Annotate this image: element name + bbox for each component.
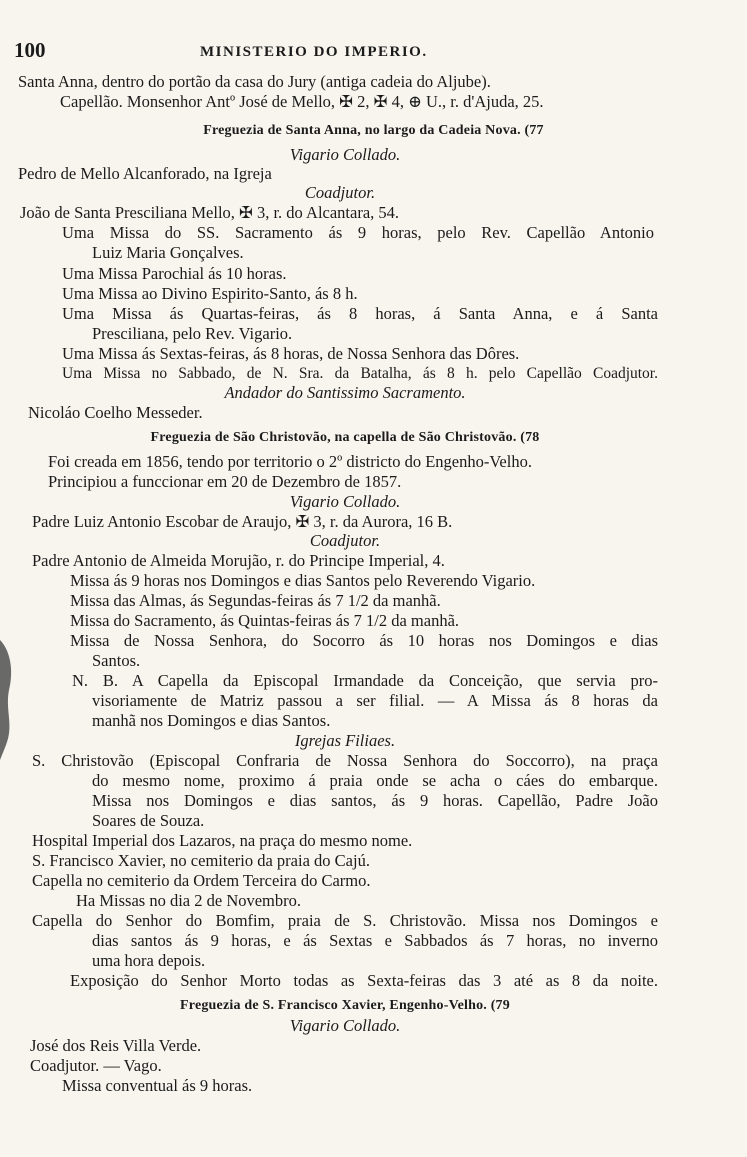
section-subheading: Vigario Collado. [289, 492, 401, 511]
text-line: José dos Reis Villa Verde. [30, 1036, 202, 1055]
text-line: Capella no cemiterio da Ordem Terceira do Carmo. [32, 871, 371, 890]
section-subheading: Igrejas Filiaes. [294, 731, 396, 750]
text-line: Missa conventual ás 9 horas. [62, 1076, 253, 1095]
text-line: dias santos ás 9 horas, e ás Sextas e Sabbados ás 7 horas, no inverno [92, 931, 658, 950]
page-edge-damage [0, 640, 18, 760]
text-line: Uma Missa do SS. Sacramento ás 9 horas, pelo Rev. Capellão Antonio [62, 223, 654, 242]
text-line: Padre Antonio de Almeida Morujão, r. do Principe Imperial, 4. [32, 551, 445, 570]
text-line: Missa nos Domingos e dias santos, ás 9 horas. Capellão, Padre João [92, 791, 658, 810]
text-line: Presciliana, pelo Rev. Vigario. [92, 324, 293, 343]
text-line: Uma Missa ás Quartas-feiras, ás 8 horas, á Santa Anna, e á Santa [62, 304, 658, 323]
note-line: manhã nos Domingos e dias Santos. [92, 711, 331, 730]
text-line: Foi creada em 1856, tendo por territorio o 2º districto do Engenho-Velho. [48, 452, 532, 471]
section-subheading: Vigario Collado. [289, 145, 401, 164]
section-subheading: Vigario Collado. [289, 1016, 401, 1035]
section-subheading: Coadjutor. [304, 183, 376, 202]
text-line: Hospital Imperial dos Lazaros, na praça do mesmo nome. [32, 831, 413, 850]
text-line: Soares de Souza. [92, 811, 205, 830]
text-line: Ha Missas no dia 2 de Novembro. [76, 891, 302, 910]
text-line: S. Francisco Xavier, no cemiterio da praia do Cajú. [32, 851, 370, 870]
text-line: Missa das Almas, ás Segundas-feiras ás 7 1/2 da manhã. [70, 591, 441, 610]
parish-heading: Freguezia de S. Francisco Xavier, Engenho-Velho. (79 [180, 998, 510, 1013]
text-line: Principiou a funccionar em 20 de Dezembro de 1857. [48, 472, 402, 491]
section-subheading: Coadjutor. [309, 531, 381, 550]
parish-heading: Freguezia de São Christovão, na capella de São Christovão. (78 [150, 430, 540, 445]
text-line: Missa de Nossa Senhora, do Socorro ás 10 horas nos Domingos e dias [70, 631, 658, 650]
text-line: do mesmo nome, proximo á praia onde se acha o cáes do embarque. [92, 771, 658, 790]
text-line: Uma Missa no Sabbado, de N. Sra. da Batalha, ás 8 h. pelo Capellão Coadjutor. [62, 365, 658, 382]
text-line: Nicoláo Coelho Messeder. [28, 403, 203, 422]
text-line: Capella do Senhor do Bomfim, praia de S. Christovão. Missa nos Domingos e [32, 911, 658, 930]
text-line: Uma Missa Parochial ás 10 horas. [62, 264, 287, 283]
text-line: S. Christovão (Episcopal Confraria de Nossa Senhora do Soccorro), na praça [32, 751, 658, 770]
page-number: 100 [14, 38, 46, 62]
text-line: João de Santa Presciliana Mello, ✠ 3, r. do Alcantara, 54. [20, 203, 400, 222]
text-line: Luiz Maria Gonçalves. [92, 243, 244, 262]
text-line: Coadjutor. — Vago. [30, 1056, 162, 1075]
text-line: Capellão. Monsenhor Antº José de Mello, ✠ 2, ✠ 4, ⊕ U., r. d'Ajuda, 25. [60, 92, 544, 111]
text-line: Uma Missa ao Divino Espirito-Santo, ás 8 h. [62, 284, 358, 303]
running-title: MINISTERIO DO IMPERIO. [200, 44, 428, 60]
text-line: Exposição do Senhor Morto todas as Sexta-feiras das 3 até as 8 da noite. [70, 971, 658, 990]
note-line: visoriamente de Matriz passou a ser filial. — A Missa ás 8 horas da [92, 691, 658, 710]
text-line: Missa ás 9 horas nos Domingos e dias Santos pelo Reverendo Vigario. [70, 571, 536, 590]
text-line: uma hora depois. [92, 951, 206, 970]
text-line: Santos. [92, 651, 141, 670]
section-subheading: Andador do Santissimo Sacramento. [224, 383, 466, 402]
text-line: Santa Anna, dentro do portão da casa do Jury (antiga cadeia do Aljube). [18, 72, 491, 91]
text-line: Missa do Sacramento, ás Quintas-feiras ás 7 1/2 da manhã. [70, 611, 460, 630]
text-line: Uma Missa ás Sextas-feiras, ás 8 horas, de Nossa Senhora das Dôres. [62, 344, 520, 363]
parish-heading: Freguezia de Santa Anna, no largo da Cadeia Nova. (77 [203, 123, 544, 138]
text-line: Padre Luiz Antonio Escobar de Araujo, ✠ 3, r. da Aurora, 16 B. [32, 512, 453, 531]
text-line: Pedro de Mello Alcanforado, na Igreja [18, 164, 272, 183]
note-line: N. B. A Capella da Episcopal Irmandade da Conceição, que servia pro- [72, 671, 658, 690]
